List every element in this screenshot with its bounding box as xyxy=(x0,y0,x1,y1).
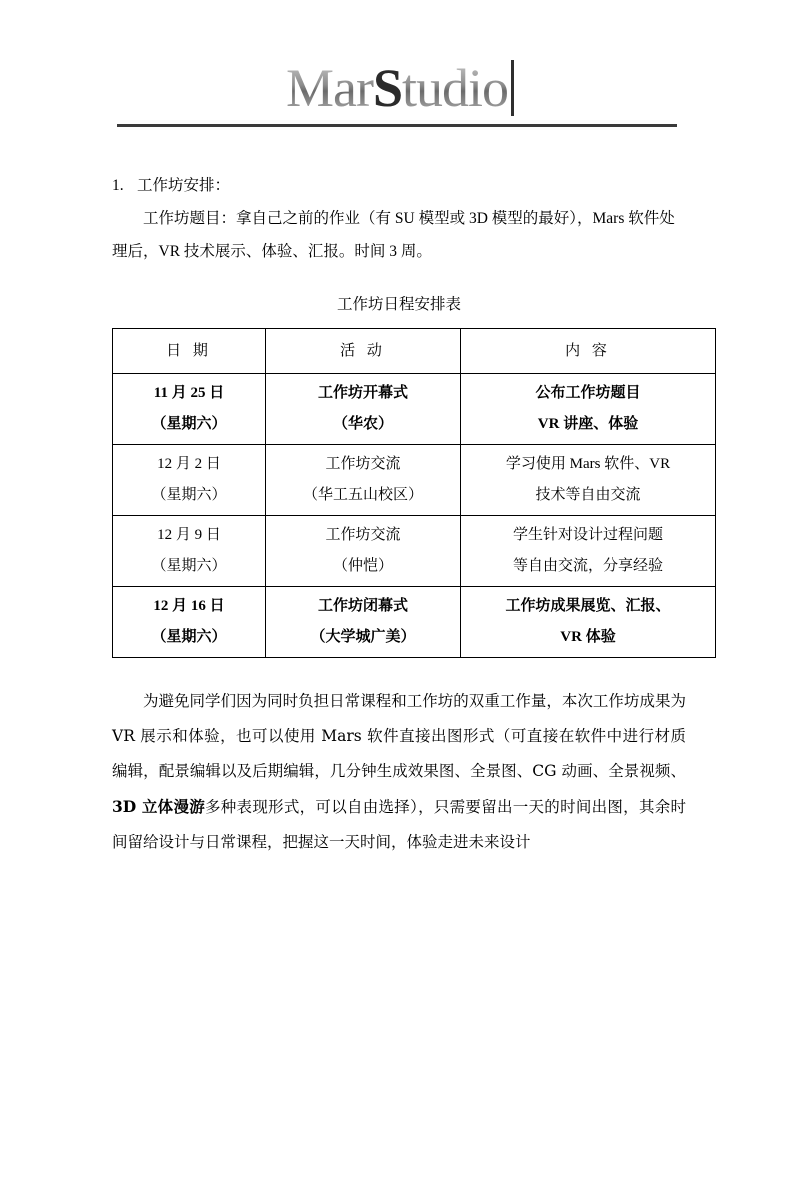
cell-line: 工作坊闭幕式 xyxy=(317,598,408,614)
closing-part2: 多种表现形式，可以自由选择），只需要留出一天的时间出图，其余时间留给设计与日常课程，把握这一天时间，体验走进未来设计 xyxy=(112,798,686,851)
cell-activity xyxy=(266,374,461,445)
cell-line: 工作坊交流 xyxy=(325,456,401,472)
cell-line: 公布工作坊题目 xyxy=(535,385,641,401)
cell-line: VR 体验 xyxy=(560,629,616,645)
table-row xyxy=(113,445,716,516)
logo-text-before: Mar xyxy=(285,58,373,118)
schedule-table xyxy=(112,328,716,658)
logo-accent-letter: S xyxy=(372,58,402,118)
cell-line: 等自由交流，分享经验 xyxy=(512,558,663,574)
cell-date xyxy=(113,445,266,516)
cell-line: 12 月 2 日 xyxy=(157,456,221,472)
table-row xyxy=(113,374,716,445)
cell-date xyxy=(113,374,266,445)
closing-paragraph xyxy=(112,684,686,860)
table-header-content: 内 容 xyxy=(461,329,716,374)
cell-line: 工作坊成果展览、汇报、 xyxy=(505,598,671,614)
cell-content xyxy=(461,374,716,445)
cell-date xyxy=(113,587,266,658)
cell-line: （星期六） xyxy=(151,487,227,503)
cell-activity xyxy=(266,587,461,658)
cell-activity xyxy=(266,516,461,587)
closing-highlight: 3D 立体漫游 xyxy=(112,797,205,816)
cell-line: VR 讲座、体验 xyxy=(537,416,639,432)
cell-line: 工作坊开幕式 xyxy=(317,385,408,401)
cell-content xyxy=(461,445,716,516)
header-logo xyxy=(0,58,794,127)
cell-content xyxy=(461,516,716,587)
section-number: 1. xyxy=(112,177,124,194)
document-page xyxy=(0,58,794,1181)
cell-line: （仲恺） xyxy=(332,558,393,574)
cell-line: 学生针对设计过程问题 xyxy=(512,527,663,543)
logo-wordmark xyxy=(286,58,508,118)
cell-line: （星期六） xyxy=(151,629,227,645)
cell-line: （星期六） xyxy=(151,558,227,574)
table-caption: 工作坊日程安排表 xyxy=(336,296,461,313)
section-paragraph: 工作坊题目：拿自己之前的作业（有 SU 模型或 3D 模型的最好），Mars 软件处理后，VR 技术展示、体验、汇报。时间 3 周。 xyxy=(112,210,675,260)
logo-text-after: tudio xyxy=(402,58,509,118)
cell-line: 11 月 25 日 xyxy=(153,385,225,401)
section-title: 工作坊安排： xyxy=(137,177,231,194)
logo-divider xyxy=(117,124,677,127)
table-header-activity: 活 动 xyxy=(266,329,461,374)
logo-text xyxy=(286,58,508,118)
cell-line: （华工五山校区） xyxy=(302,487,423,503)
cell-line: （华农） xyxy=(332,416,393,432)
table-header-date: 日 期 xyxy=(113,329,266,374)
cell-date xyxy=(113,516,266,587)
cell-line: 学习使用 Mars 软件、VR xyxy=(505,456,671,472)
document-body xyxy=(0,169,794,860)
section-heading xyxy=(112,169,686,202)
cell-line: 技术等自由交流 xyxy=(535,487,641,503)
cell-line: 12 月 9 日 xyxy=(157,527,221,543)
table-row xyxy=(113,587,716,658)
closing-part1: 为避免同学们因为同时负担日常课程和工作坊的双重工作量，本次工作坊成果为 VR 展示和体验，也可以使用 Mars 软件直接出图形式（可直接在软件中进行材质编辑，配景编辑以及后期编辑，几分钟生成效果图、全景图、CG 动画、全景视频、 xyxy=(112,692,686,780)
table-row xyxy=(113,516,716,587)
cell-line: （大学城广美） xyxy=(310,629,416,645)
cell-line: （星期六） xyxy=(151,416,227,432)
cell-activity xyxy=(266,445,461,516)
cell-content xyxy=(461,587,716,658)
cell-line: 工作坊交流 xyxy=(325,527,401,543)
cell-line: 12 月 16 日 xyxy=(153,598,225,614)
logo-vertical-bar xyxy=(511,60,514,116)
table-header-row xyxy=(113,329,716,374)
